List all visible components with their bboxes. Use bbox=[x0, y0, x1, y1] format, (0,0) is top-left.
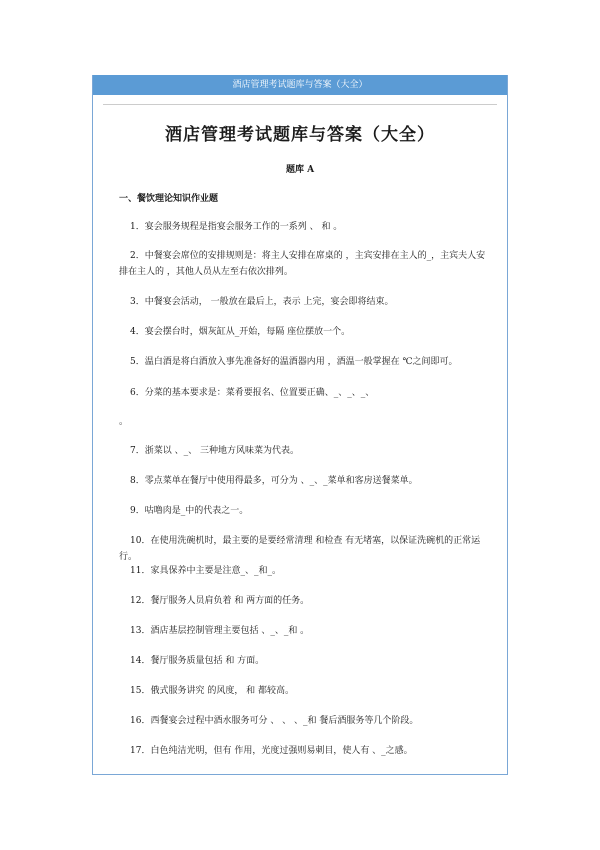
section-heading: 一、餐饮理论知识作业题 bbox=[119, 194, 219, 204]
question-item: 9．咕噜肉是_中的代表之一。 bbox=[130, 506, 249, 516]
document-title: 酒店管理考试题库与答案（大全） bbox=[165, 125, 435, 145]
question-item: 。 bbox=[119, 417, 129, 427]
question-item: 1．宴会服务规程是指宴会服务工作的一系列 、 和 。 bbox=[130, 222, 343, 232]
question-item: 5．温白酒是将白酒放入事先准备好的温酒器内用 ，酒温一般掌握在 ℃之间即可。 bbox=[130, 357, 458, 367]
question-item: 14．餐厅服务质量包括 和 方面。 bbox=[130, 656, 265, 666]
document-page bbox=[92, 75, 508, 775]
question-item: 10．在使用洗碗机时，最主要的是要经常清理 和检查 有无堵塞，以保证洗碗机的正常运行。 bbox=[119, 536, 481, 562]
question-item: 13．酒店基层控制管理主要包括 、_、_和 。 bbox=[130, 626, 310, 636]
question-item: 2．中餐宴会席位的安排规则是：将主人安排在席桌的 ，主宾安排在主人的_，主宾夫人安排在主人的 ，其他人员从左至右依次排列。 bbox=[119, 251, 486, 277]
question-item: 3．中餐宴会活动， 一般放在最后上，表示 上完，宴会即将结束。 bbox=[130, 297, 394, 307]
header-bar: 酒店管理考试题库与答案（大全） bbox=[93, 75, 507, 95]
question-item: 11．家具保养中主要是注意_、_和_。 bbox=[130, 566, 281, 576]
question-item: 17．白色纯洁光明，但有 作用，光度过强则易刺目，使人有 、_之感。 bbox=[130, 746, 413, 756]
question-item: 4．宴会摆台时，烟灰缸从_开始，每隔 座位摆放一个。 bbox=[130, 327, 351, 337]
question-item: 6．分菜的基本要求是：菜肴要报名、位置要正确、_、_、_、 bbox=[130, 388, 375, 398]
question-item: 15．俄式服务讲究 的风度， 和 都较高。 bbox=[130, 686, 295, 696]
question-item: 7．浙菜以 、_、 三种地方风味菜为代表。 bbox=[130, 446, 299, 456]
question-item: 16．西餐宴会过程中酒水服务可分 、 、 、_和 餐后酒服务等几个阶段。 bbox=[130, 716, 419, 726]
question-item: 8．零点菜单在餐厅中使用得最多，可分为 、_、_菜单和客房送餐菜单。 bbox=[130, 476, 418, 486]
question-item: 12．餐厅服务人员肩负着 和 两方面的任务。 bbox=[130, 596, 310, 606]
header-divider bbox=[103, 104, 497, 105]
document-subtitle: 题库 A bbox=[285, 165, 315, 175]
